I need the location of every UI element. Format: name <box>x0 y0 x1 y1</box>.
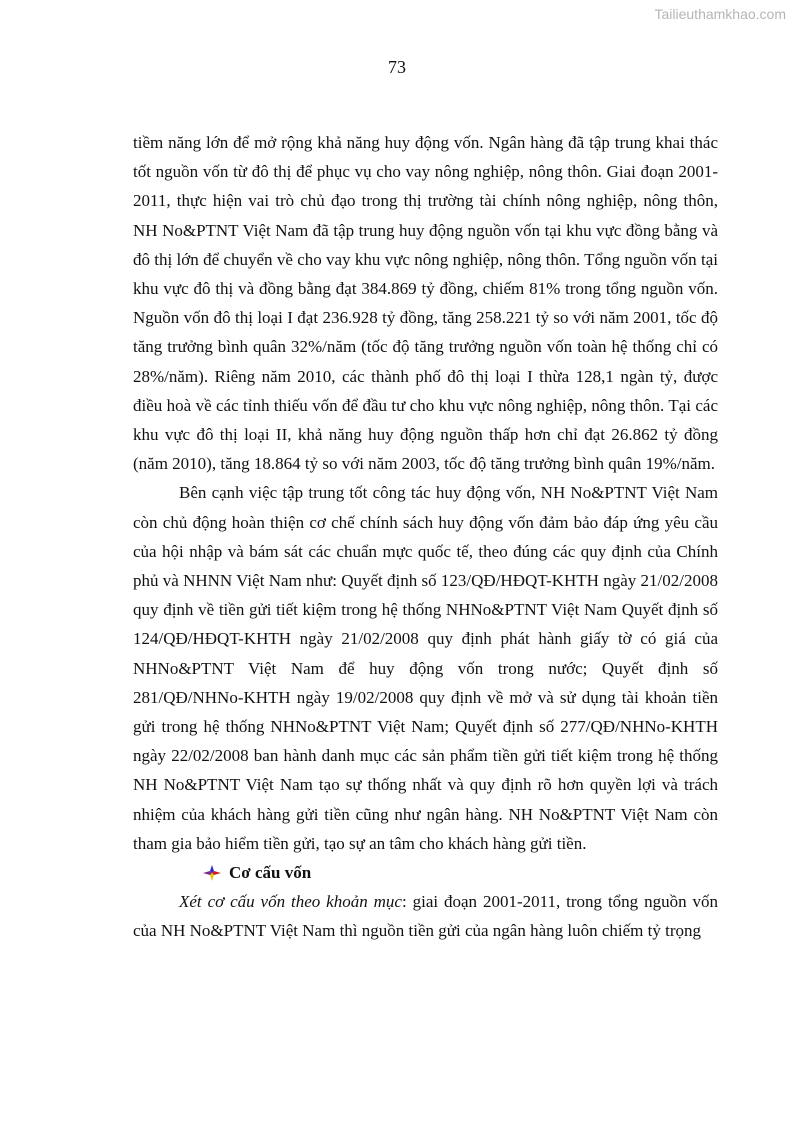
paragraph-3-text: : giai đoạn 2001-2011, trong tổng nguồn vốn của NH No&PTNT Việt Nam thì nguồn tiền gửi của ngân hàng luôn chiếm tỷ trọng <box>133 892 718 941</box>
section-heading <box>133 858 718 887</box>
paragraph-3-italic-lead: Xét cơ cấu vốn theo khoản mục <box>179 892 402 912</box>
paragraph-1: tiềm năng lớn để mở rộng khả năng huy động vốn. Ngân hàng đã tập trung khai thác tốt nguồn vốn từ đô thị để phục vụ cho vay nông nghiệp, nông thôn. Giai đoạn 2001-2011, thực hiện vai trò chủ đạo trong thị trường tài chính nông nghiệp, nông thôn, NH No&PTNT Việt Nam đã tập trung huy động nguồn vốn tại khu vực đồng bằng và đô thị lớn để chuyển về cho vay khu vực nông nghiệp, nông thôn. Tổng nguồn vốn tại khu vực đô thị và đồng bằng đạt 384.869 tỷ đồng, chiếm 81% trong tổng nguồn vốn. Nguồn vốn đô thị loại I đạt 236.928 tỷ đồng, tăng 258.221 tỷ so với năm 2001, tốc độ tăng trưởng bình quân 32%/năm (tốc độ tăng trưởng nguồn vốn toàn hệ thống chỉ có 28%/năm). Riêng năm 2010, các thành phố đô thị loại I thừa 128,1 ngàn tỷ, được điều hoà về các tỉnh thiếu vốn để đầu tư cho khu vực nông nghiệp, nông thôn. Tại các khu vực đô thị loại II, khả năng huy động nguồn thấp hơn chỉ đạt 26.862 tỷ đồng (năm 2010), tăng 18.864 tỷ so với năm 2003, tốc độ tăng trưởng bình quân 19%/năm. <box>133 133 718 474</box>
watermark: Tailieuthamkhao.com <box>654 6 786 22</box>
quad-color-bullet-icon <box>203 865 221 881</box>
page-number: 73 <box>388 57 406 77</box>
document-body <box>133 128 718 946</box>
paragraph-3 <box>133 887 718 945</box>
paragraph-2: Bên cạnh việc tập trung tốt công tác huy động vốn, NH No&PTNT Việt Nam còn chủ động hoàn thiện cơ chế chính sách huy động vốn đảm bảo đáp ứng yêu cầu của hội nhập và bám sát các chuẩn mực quốc tế, theo đúng các quy định của Chính phủ và NHNN Việt Nam như: Quyết định số 123/QĐ/HĐQT-KHTH ngày 21/02/2008 quy định về tiền gửi tiết kiệm trong hệ thống NHNo&PTNT Việt Nam Quyết định số 124/QĐ/HĐQT-KHTH ngày 21/02/2008 quy định phát hành giấy tờ có giá của NHNo&PTNT Việt Nam để huy động vốn trong nước; Quyết định số 281/QĐ/NHNo-KHTH ngày 19/02/2008 quy định về mở và sử dụng tài khoản tiền gửi trong hệ thống NHNo&PTNT Việt Nam; Quyết định số 277/QĐ/NHNo-KHTH ngày 22/02/2008 ban hành danh mục các sản phẩm tiền gửi tiết kiệm trong hệ thống NH No&PTNT Việt Nam tạo sự thống nhất và quy định rõ hơn quyền lợi và trách nhiệm của khách hàng gửi tiền cũng như ngân hàng. NH No&PTNT Việt Nam còn tham gia bảo hiểm tiền gửi, tạo sự an tâm cho khách hàng gửi tiền. <box>133 483 718 853</box>
section-heading-text: Cơ cấu vốn <box>229 863 312 883</box>
